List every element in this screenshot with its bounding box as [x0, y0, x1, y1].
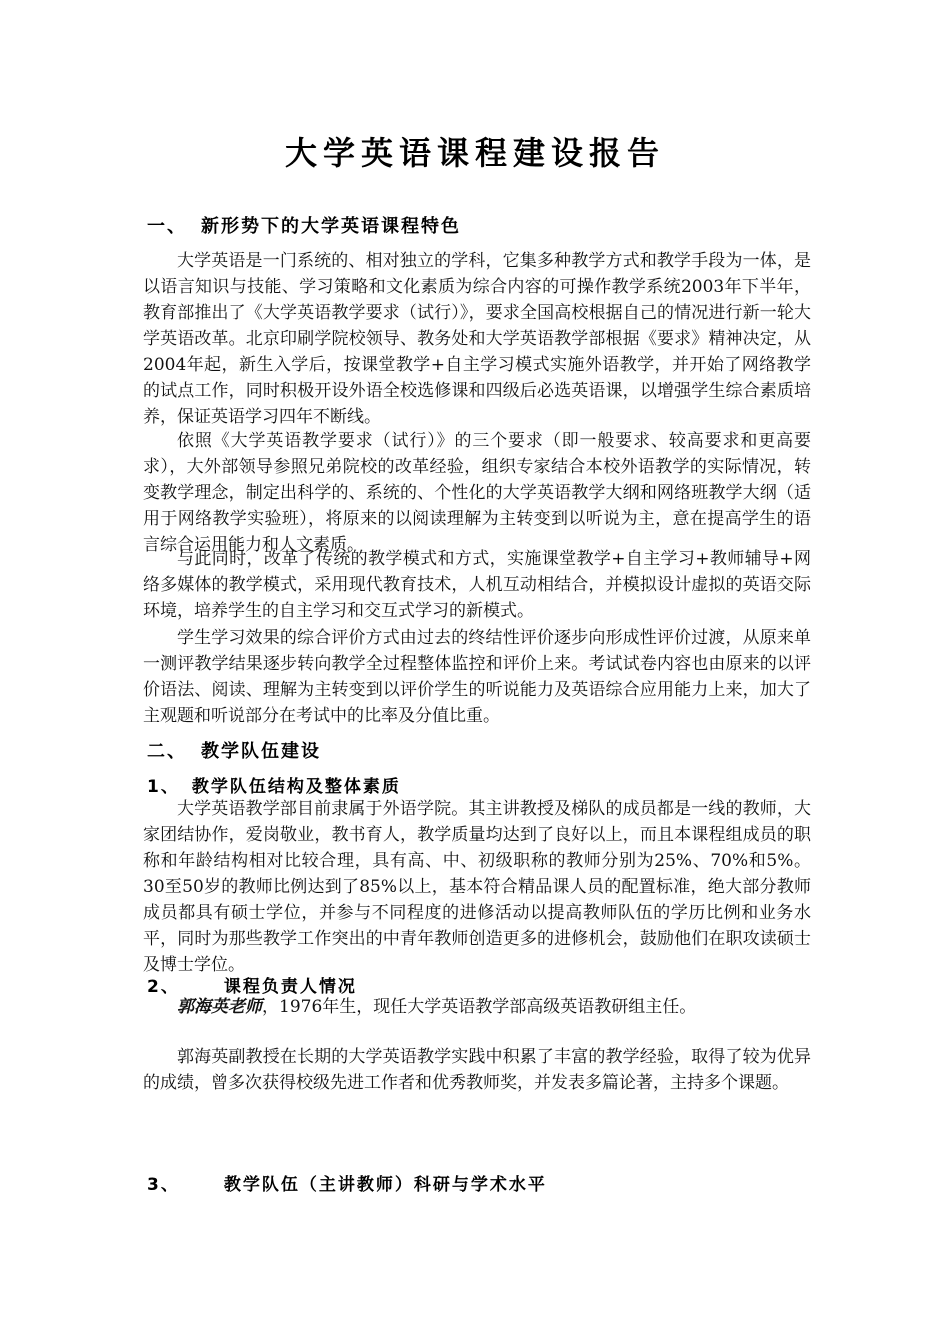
paragraph: 大学英语是一门系统的、相对独立的学科，它集多种教学方式和教学手段为一体，是以语言知识与技能、学习策略和文化素质为综合内容的可操作教学系统2003年下半年，教育部推出了《大学英语教学要求（试行）》，要求全国高校根据自己的情况进行新一轮大学英语改革。北京印刷学院校领导、教务处和大学英语教学部根据《要求》精神决定，从2004年起，新生入学后，按课堂教学+自主学习模式实施外语教学，并开始了网络教学的试点工作，同时积极开设外语全校选修课和四级后必选英语课，以增强学生综合素质培养，保证英语学习四年不断线。 [143, 251, 811, 427]
paragraph: 依照《大学英语教学要求（试行）》的三个要求（即一般要求、较高要求和更高要求），大外部领导参照兄弟院校的改革经验，组织专家结合本校外语教学的实际情况，转变教学理念，制定出科学的、系统的、个性化的大学英语教学大纲和网络班教学大纲（适用于网络教学实验班），将原来的以阅读理解为主转变到以听说为主，意在提高学生的语言综合运用能力和人文素质。 [143, 431, 811, 555]
paragraph: 郭海英副教授在长期的大学英语教学实践中积累了丰富的教学经验，取得了较为优异的成绩，曾多次获得校级先进工作者和优秀教师奖，并发表多篇论著，主持多个课题。 [143, 1047, 811, 1093]
person-name: 郭海英老师 [177, 997, 262, 1017]
person-intro-text: ，1976年生，现任大学英语教学部高级英语教研组主任。 [262, 997, 697, 1017]
subsection-number: 2、 [147, 977, 180, 997]
section-title: 教学队伍建设 [201, 741, 321, 762]
document-title: 大学英语课程建设报告 [284, 134, 665, 172]
paragraph: 学生学习效果的综合评价方式由过去的终结性评价逐步向形成性评价过渡，从原来单一测评教学结果逐步转向教学全过程整体监控和评价上来。考试试卷内容也由原来的以评价语法、阅读、理解为主转变到以评价学生的听说能力及英语综合应用能力上来，加大了主观题和听说部分在考试中的比率及分值比重。 [143, 628, 811, 726]
paragraph: 与此同时，改革了传统的教学模式和方式，实施课堂教学+自主学习+教师辅导+网络多媒体的教学模式，采用现代教育技术，人机互动相结合，并模拟设计虚拟的英语交际环境，培养学生的自主学习和交互式学习的新模式。 [143, 549, 811, 621]
subsection-heading-1 [147, 772, 401, 797]
subsection-number: 1、 [147, 777, 180, 797]
person-intro [143, 994, 811, 1020]
section-heading-2 [147, 737, 321, 763]
subsection-title: 教学队伍结构及整体素质 [191, 777, 401, 797]
subsection-title: 课程负责人情况 [223, 977, 357, 997]
subsection-heading-3 [147, 1170, 547, 1195]
section-number: 一、 [147, 216, 187, 237]
subsection-number: 3、 [147, 1175, 180, 1195]
section-heading-1 [147, 212, 461, 238]
subsection-title: 教学队伍（主讲教师）科研与学术水平 [223, 1175, 547, 1195]
section-number: 二、 [147, 741, 187, 762]
section-title: 新形势下的大学英语课程特色 [201, 216, 461, 237]
paragraph: 大学英语教学部目前隶属于外语学院。其主讲教授及梯队的成员都是一线的教师，大家团结协作，爱岗敬业，教书育人，教学质量均达到了良好以上，而且本课程组成员的职称和年龄结构相对比较合理，具有高、中、初级职称的教师分别为25%、70%和5%。30至50岁的教师比例达到了85%以上，基本符合精品课人员的配置标准，绝大部分教师成员都具有硕士学位，并参与不同程度的进修活动以提高教师队伍的学历比例和业务水平，同时为那些教学工作突出的中青年教师创造更多的进修机会，鼓励他们在职攻读硕士及博士学位。 [143, 799, 811, 975]
